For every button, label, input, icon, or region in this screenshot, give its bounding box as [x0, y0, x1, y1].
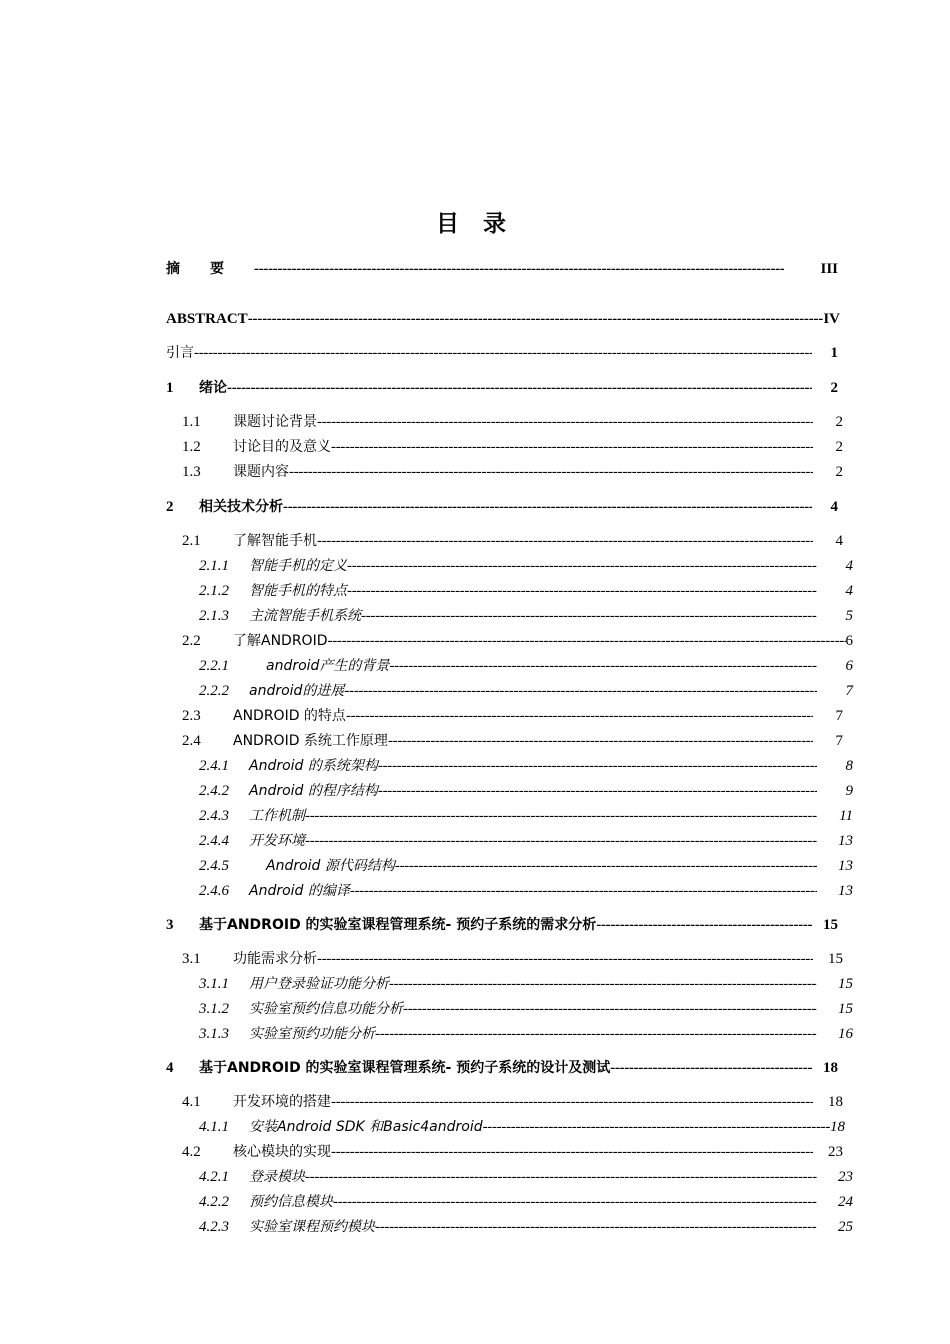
toc-entry-label: ANDROID 系统工作原理 — [233, 733, 388, 749]
toc-entry-number: 2.1.3 — [199, 608, 229, 624]
toc-leader — [317, 412, 813, 432]
toc-entry-page: 15 — [823, 917, 838, 933]
toc-leader — [389, 656, 817, 676]
toc-entry-page: 15 — [828, 951, 843, 967]
toc-entry[interactable] — [199, 681, 853, 701]
toc-leader — [375, 1217, 817, 1237]
toc-entry-label: android的进展 — [249, 683, 345, 699]
toc-entry-label: 摘要 — [166, 261, 254, 277]
toc-leader — [254, 259, 784, 279]
toc-entry-page: 2 — [830, 380, 838, 396]
toc-entry-label: 主流智能手机系统 — [249, 608, 361, 624]
toc-leader — [305, 1167, 817, 1187]
toc-entry-label: 核心模块的实现 — [233, 1144, 331, 1160]
toc-entry-number: 2.4 — [182, 733, 201, 749]
toc-leader — [305, 806, 817, 826]
toc-entry-page: 23 — [828, 1144, 843, 1160]
toc-entry-number: 2.4.5 — [199, 858, 229, 874]
toc-entry-page: 5 — [845, 608, 853, 624]
toc-entry[interactable] — [199, 606, 853, 626]
toc-entry[interactable] — [199, 756, 853, 776]
toc-entry-number: 2.4.4 — [199, 833, 229, 849]
toc-entry-page: 2 — [835, 464, 843, 480]
toc-entry-page: 7 — [835, 733, 843, 749]
toc-entry-number: 2.4.2 — [199, 783, 229, 799]
toc-entry[interactable] — [199, 806, 853, 826]
toc-entry-number: 1 — [166, 380, 174, 396]
toc-entry[interactable] — [166, 497, 838, 517]
toc-entry-label: 安装Android SDK 和Basic4android — [249, 1119, 483, 1135]
toc-entry[interactable] — [199, 556, 853, 576]
toc-entry-number: 4.2.2 — [199, 1194, 229, 1210]
toc-leader — [378, 756, 817, 776]
toc-entry[interactable] — [199, 999, 853, 1019]
toc-entry-label: 实验室预约信息功能分析 — [249, 1001, 403, 1017]
toc-entry-label: 开发环境的搭建 — [233, 1094, 331, 1110]
toc-entry-page: 9 — [845, 783, 853, 799]
toc-entry-page: 2 — [835, 439, 843, 455]
toc-entry-page: 8 — [845, 758, 853, 774]
toc-entry[interactable] — [199, 1167, 853, 1187]
toc-entry-label: 绪论 — [199, 380, 227, 396]
toc-entry-page: 18 — [830, 1119, 845, 1135]
toc-entry-label: ANDROID 的特点 — [233, 708, 346, 724]
toc-entry-number: 4.1 — [182, 1094, 201, 1110]
toc-leader — [361, 606, 817, 626]
toc-entry-page: 1 — [830, 345, 838, 361]
toc-entry-page: 11 — [839, 808, 853, 824]
toc-leader — [248, 309, 824, 329]
toc-entry-page: 15 — [838, 976, 853, 992]
toc-entry[interactable] — [166, 343, 838, 363]
toc-entry-page: 6 — [845, 633, 853, 649]
toc-entry[interactable] — [166, 309, 840, 329]
toc-leader — [333, 1192, 817, 1212]
toc-leader — [331, 1092, 813, 1112]
toc-entry-label: 登录模块 — [249, 1169, 305, 1185]
toc-entry[interactable] — [199, 974, 853, 994]
toc-entry[interactable] — [199, 1217, 853, 1237]
toc-entry-number: 2.1.2 — [199, 583, 229, 599]
toc-entry-page: 13 — [838, 833, 853, 849]
toc-entry-page: 7 — [845, 683, 853, 699]
toc-entry-number: 3.1 — [182, 951, 201, 967]
toc-leader — [328, 631, 846, 651]
toc-entry-number: 2.4.3 — [199, 808, 229, 824]
toc-entry-page: 7 — [835, 708, 843, 724]
toc-entry[interactable] — [166, 378, 838, 398]
toc-entry-page: III — [820, 261, 838, 277]
toc-entry[interactable] — [199, 656, 853, 676]
toc-entry-label: 用户登录验证功能分析 — [249, 976, 389, 992]
toc-entry-number: 1.1 — [182, 414, 201, 430]
toc-entry-page: 18 — [823, 1060, 838, 1076]
toc-entry-number: 2.2 — [182, 633, 201, 649]
toc-entry-label: 基于ANDROID 的实验室课程管理系统- 预约子系统的需求分析 — [199, 917, 597, 933]
toc-entry-page: 13 — [838, 858, 853, 874]
toc-entry-page: 4 — [835, 533, 843, 549]
toc-entry[interactable] — [166, 259, 838, 279]
toc-entry-number: 4.2.3 — [199, 1219, 229, 1235]
toc-entry-label: android产生的背景 — [266, 658, 390, 674]
toc-entry-number: 4 — [166, 1060, 174, 1076]
toc-entry-number: 4.1.1 — [199, 1119, 229, 1135]
toc-entry-page: 18 — [828, 1094, 843, 1110]
toc-leader — [378, 781, 817, 801]
toc-entry-label: 实验室预约功能分析 — [249, 1026, 375, 1042]
toc-entry-page: 24 — [838, 1194, 853, 1210]
toc-entry-page: 4 — [830, 499, 838, 515]
toc-leader — [194, 343, 812, 363]
toc-entry[interactable] — [182, 531, 843, 551]
toc-entry[interactable] — [199, 831, 853, 851]
toc-entry-label: 了解ANDROID — [233, 633, 328, 649]
toc-entry[interactable] — [199, 1192, 853, 1212]
toc-entry[interactable] — [182, 437, 843, 457]
toc-leader — [283, 497, 812, 517]
toc-entry-label: 相关技术分析 — [199, 499, 283, 515]
toc-entry-page: 4 — [845, 583, 853, 599]
toc-entry[interactable] — [182, 949, 843, 969]
toc-entry-page: 2 — [835, 414, 843, 430]
toc-entry-page: 6 — [845, 658, 853, 674]
toc-entry-number: 3.1.2 — [199, 1001, 229, 1017]
toc-entry-label: 开发环境 — [249, 833, 305, 849]
toc-entry-number: 3.1.3 — [199, 1026, 229, 1042]
toc-entry-label: 课题讨论背景 — [233, 414, 317, 430]
toc-leader — [388, 731, 813, 751]
toc-entry[interactable] — [199, 1024, 853, 1044]
toc-entry-page: 15 — [838, 1001, 853, 1017]
toc-entry-number: 3.1.1 — [199, 976, 229, 992]
toc-leader — [346, 706, 813, 726]
toc-entry[interactable] — [182, 1092, 843, 1112]
toc-entry-page: 13 — [838, 883, 853, 899]
toc-entry[interactable] — [199, 881, 853, 901]
toc-entry[interactable] — [199, 856, 853, 876]
toc-entry-label: Android 的系统架构 — [249, 758, 378, 774]
toc-entry-number: 2.2.2 — [199, 683, 229, 699]
toc-entry-number: 2.4.6 — [199, 883, 229, 899]
toc-entry-label: 功能需求分析 — [233, 951, 317, 967]
toc-entry-page: 23 — [838, 1169, 853, 1185]
toc-entry[interactable] — [182, 731, 843, 751]
toc-entry-label: 预约信息模块 — [249, 1194, 333, 1210]
toc-entry-number: 2.1 — [182, 533, 201, 549]
toc-entry-label: 智能手机的定义 — [249, 558, 347, 574]
toc-leader — [227, 378, 812, 398]
toc-entry-number: 1.2 — [182, 439, 201, 455]
toc-leader — [350, 881, 817, 901]
toc-entry-number: 2.3 — [182, 708, 201, 724]
toc-entry[interactable] — [166, 915, 838, 935]
page-title: 目 录 — [435, 211, 514, 237]
toc-entry[interactable] — [182, 631, 853, 651]
toc-entry-page: 4 — [845, 558, 853, 574]
toc-entry[interactable] — [199, 781, 853, 801]
toc-entry-label: Android 的编译 — [249, 883, 350, 899]
toc-entry-number: 2 — [166, 499, 174, 515]
toc-leader — [389, 974, 817, 994]
toc-leader — [344, 681, 817, 701]
toc-entry[interactable] — [199, 581, 853, 601]
toc-leader — [596, 915, 812, 935]
toc-entry-label: Android 源代码结构 — [266, 858, 395, 874]
toc-entry-label: 实验室课程预约模块 — [249, 1219, 375, 1235]
toc-entry-label: Android 的程序结构 — [249, 783, 378, 799]
toc-entry-label: 了解智能手机 — [233, 533, 317, 549]
toc-entry[interactable] — [182, 1142, 843, 1162]
toc-entry-number: 3 — [166, 917, 174, 933]
toc-entry-label: ABSTRACT — [166, 311, 248, 327]
toc-entry-number: 2.2.1 — [199, 658, 229, 674]
toc-entry-page: 25 — [838, 1219, 853, 1235]
toc-leader — [483, 1117, 830, 1137]
toc-entry-label: 智能手机的特点 — [249, 583, 347, 599]
toc-entry[interactable] — [199, 1117, 845, 1137]
toc-leader — [289, 462, 813, 482]
toc-leader — [317, 949, 813, 969]
toc-leader — [347, 581, 817, 601]
toc-leader — [347, 556, 817, 576]
toc-entry[interactable] — [182, 706, 843, 726]
toc-entry[interactable] — [166, 1058, 838, 1078]
toc-leader — [403, 999, 817, 1019]
toc-entry-number: 2.4.1 — [199, 758, 229, 774]
toc-entry-number: 4.2.1 — [199, 1169, 229, 1185]
toc-entry-number: 4.2 — [182, 1144, 201, 1160]
toc-entry[interactable] — [182, 462, 843, 482]
toc-entry-label: 课题内容 — [233, 464, 289, 480]
toc-leader — [317, 531, 813, 551]
toc-entry-page: 16 — [838, 1026, 853, 1042]
toc-entry-number: 2.1.1 — [199, 558, 229, 574]
toc-leader — [610, 1058, 812, 1078]
toc-entry-number: 1.3 — [182, 464, 201, 480]
toc-leader — [331, 437, 813, 457]
toc-entry-label: 引言 — [166, 345, 194, 361]
toc-leader — [375, 1024, 817, 1044]
toc-entry-label: 工作机制 — [249, 808, 305, 824]
toc-leader — [305, 831, 817, 851]
toc-entry[interactable] — [182, 412, 843, 432]
toc-entry-label: 讨论目的及意义 — [233, 439, 331, 455]
toc-entry-label: 基于ANDROID 的实验室课程管理系统- 预约子系统的设计及测试 — [199, 1060, 611, 1076]
toc-leader — [395, 856, 817, 876]
toc-entry-page: IV — [823, 311, 840, 327]
toc-leader — [331, 1142, 813, 1162]
